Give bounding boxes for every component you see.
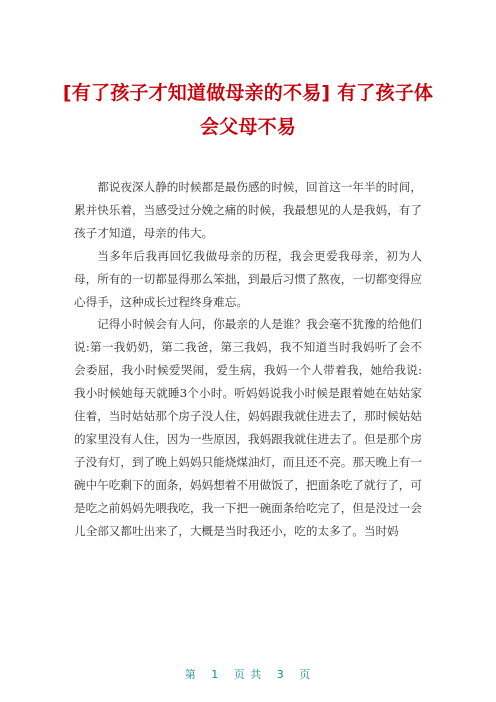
footer-label-end: 页: [299, 668, 312, 681]
body-paragraph-2: 当多年后我再回忆我做母亲的历程，我会更爱我母亲，初为人母，所有的一切都显得那么笨拙，到最后习惯了熬夜，一切都变得应心得手，这种成长过程终身难忘。: [74, 248, 422, 309]
footer-current-page: 1: [211, 668, 220, 681]
body-paragraph-1: 都说夜深人静的时候都是最伤感的时候，回首这一年半的时间，累并快乐着，当感受过分娩之痛的时候，我最想见的人是我妈，有了孩子才知道，母亲的伟大。: [74, 180, 422, 240]
body-paragraph-3: 记得小时候会有人问，你最亲的人是谁？我会毫不犹豫的给他们说:第一我奶奶，第二我爸，第三我妈，我不知道当时我妈听了会不会委屈，我小时候爱哭闹，爱生病，我妈一个人带着我，她给我说:我小时候她每天就睡3个小时。听妈妈说我小时候是跟着她在姑姑家住着，当时姑姑那个房子没人住，妈妈跟我就住进去了，那时候姑姑的家里没有人住，因为一些原因，我妈跟我就住进去了。但是那个房子没有灯，到了晚上妈妈只能烧煤油灯，而且还不亮。那天晚上有一碗中午吃剩下的面条，妈妈想着不用做饭了，把面条吃了就行了，可是吃之前妈妈先喂我吃，我一下把一碗面条给吃完了，但是没过一会儿全部又都吐出来了，大概是当时我还小，吃的太多了。当时妈: [74, 317, 422, 538]
document-body: [74, 176, 422, 543]
footer-label-page: 第: [184, 668, 197, 681]
footer-label-of: 页 共: [233, 668, 263, 681]
document-title: [有了孩子才知道做母亲的不易] 有了孩子体会父母不易: [62, 82, 434, 138]
footer-total-pages: 3: [276, 668, 285, 681]
page-footer: [0, 666, 496, 682]
